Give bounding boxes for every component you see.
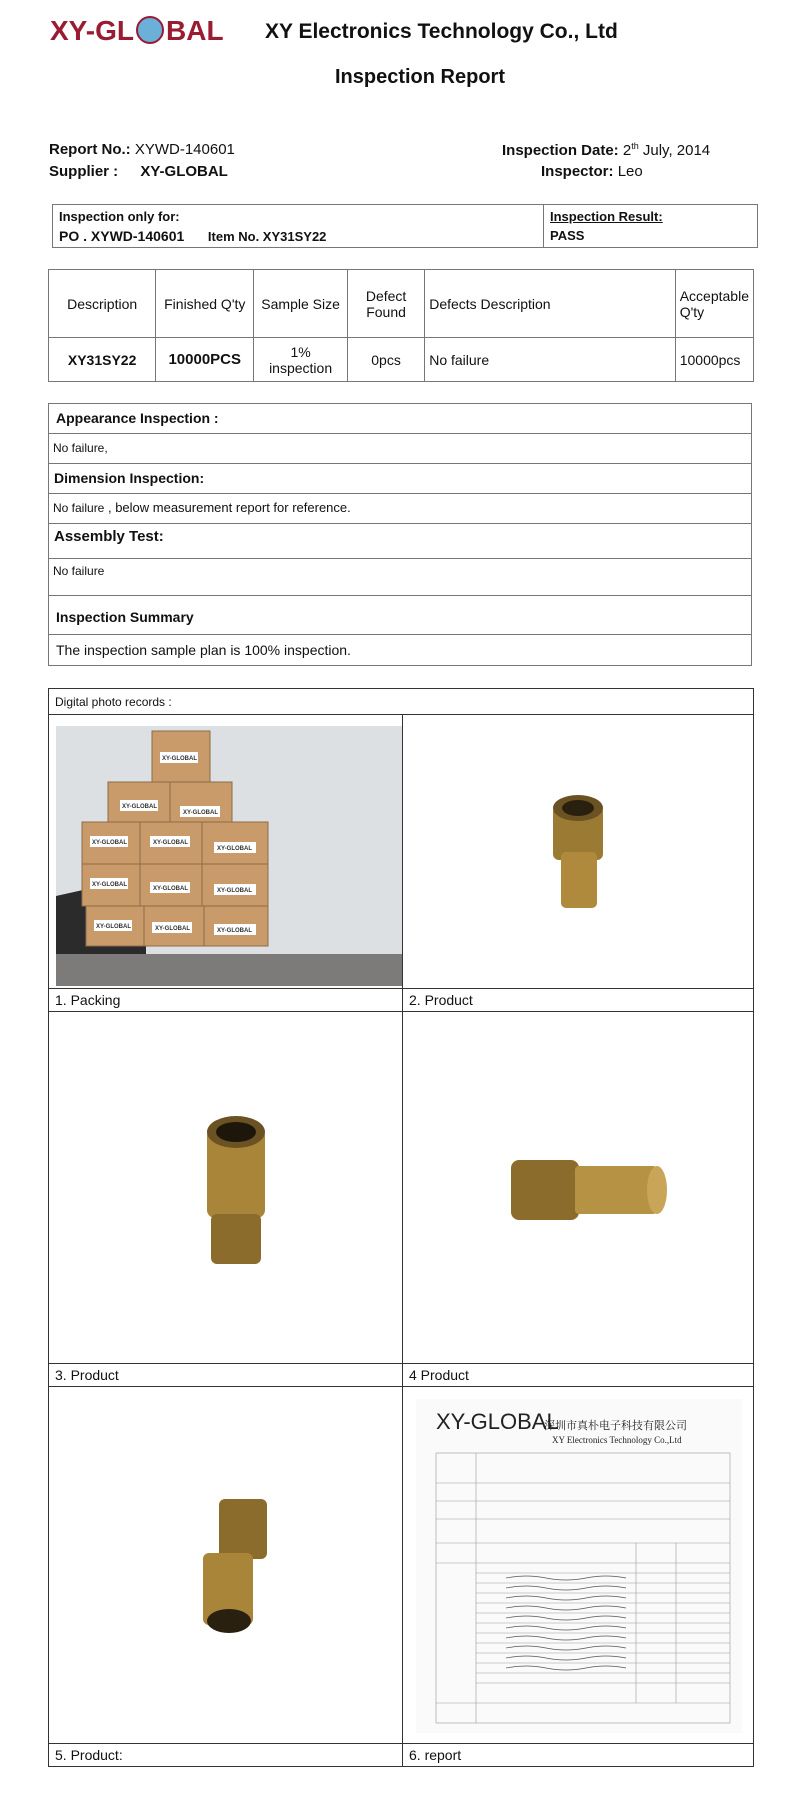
report-company-cn: 深圳市真朴电子科技有限公司 xyxy=(544,1418,687,1432)
cell-acceptable-qty: 10000pcs xyxy=(675,338,753,382)
col-description: Description xyxy=(49,270,156,338)
photo-product-2 xyxy=(403,715,754,989)
col-defects-description: Defects Description xyxy=(425,270,676,338)
box-label-2: XY-GLOBAL xyxy=(122,803,158,810)
caption-6: 6. report xyxy=(403,1744,754,1767)
summary-text: The inspection sample plan is 100% inspection. xyxy=(48,634,752,666)
inspector-value: Leo xyxy=(617,163,643,180)
box-label-1: XY-GLOBAL xyxy=(162,755,198,762)
supplier-label: Supplier : xyxy=(49,163,119,180)
photo-records-label: Digital photo records : xyxy=(49,689,754,715)
scope-box xyxy=(52,204,758,248)
appearance-title: Appearance Inspection : xyxy=(48,403,752,434)
box-label-11: XY-GLOBAL xyxy=(155,925,191,932)
box-label-9: XY-GLOBAL xyxy=(217,887,253,894)
col-sample-size: Sample Size xyxy=(254,270,348,338)
photo-records xyxy=(48,688,754,1767)
report-image xyxy=(406,1393,750,1738)
product-image-3 xyxy=(53,1018,399,1358)
packing-image xyxy=(56,726,402,986)
inspection-date xyxy=(502,141,710,159)
svg-text:XY-GL: XY-GL xyxy=(50,15,135,46)
photo-report xyxy=(403,1387,754,1744)
col-finished-qty: Finished Q'ty xyxy=(156,270,254,338)
photo-packing xyxy=(49,715,403,989)
box-label-4: XY-GLOBAL xyxy=(92,839,128,846)
caption-5: 5. Product: xyxy=(49,1744,403,1767)
dimension-title: Dimension Inspection: xyxy=(48,463,752,494)
date-rest: July, 2014 xyxy=(638,142,711,159)
caption-1: 1. Packing xyxy=(49,989,403,1012)
inspector-label: Inspector: xyxy=(541,163,614,180)
page-title: Inspection Report xyxy=(334,66,505,88)
assembly-title: Assembly Test: xyxy=(48,523,752,559)
company-name: XY Electronics Technology Co., Ltd xyxy=(265,20,618,43)
scope-label: Inspection only for: xyxy=(59,209,180,224)
report-company-en: XY Electronics Technology Co.,Ltd xyxy=(552,1434,682,1445)
caption-2: 2. Product xyxy=(403,989,754,1012)
appearance-text: No failure, xyxy=(48,433,752,464)
box-label-8: XY-GLOBAL xyxy=(153,885,189,892)
box-label-3: XY-GLOBAL xyxy=(183,809,219,816)
box-label-12: XY-GLOBAL xyxy=(217,927,253,934)
inspection-table xyxy=(48,269,754,382)
caption-3: 3. Product xyxy=(49,1364,403,1387)
box-label-5: XY-GLOBAL xyxy=(153,839,189,846)
box-label-7: XY-GLOBAL xyxy=(92,881,128,888)
box-label-6: XY-GLOBAL xyxy=(217,845,253,852)
summary-title: Inspection Summary xyxy=(48,595,752,635)
company-logo xyxy=(50,12,255,48)
dimension-text-a: No failure xyxy=(53,501,105,515)
product-image-2 xyxy=(405,722,751,982)
supplier-value: XY-GLOBAL xyxy=(140,163,228,180)
col-defect-found: Defect Found xyxy=(347,270,424,338)
col-acceptable-qty: Acceptable Q'ty xyxy=(675,270,753,338)
report-no-label: Report No.: xyxy=(49,141,131,158)
dimension-text xyxy=(48,493,752,524)
report-no xyxy=(49,141,235,158)
dimension-text-b: , below measurement report for reference. xyxy=(104,500,351,515)
date-day: 2 xyxy=(622,142,632,159)
product-image-5 xyxy=(53,1393,399,1738)
photo-product-4 xyxy=(403,1012,754,1364)
report-no-value: XYWD-140601 xyxy=(134,141,235,158)
cell-finished-qty: 10000PCS xyxy=(156,338,254,382)
po-number: PO . XYWD-140601 xyxy=(59,228,185,244)
date-label: Inspection Date: xyxy=(502,142,619,159)
svg-text:BAL: BAL xyxy=(166,15,224,46)
product-image-4 xyxy=(405,1018,751,1358)
caption-4: 4 Product xyxy=(403,1364,754,1387)
report-logo: XY-GLOBAL xyxy=(436,1408,559,1434)
cell-defect-found: 0pcs xyxy=(347,338,424,382)
date-sup: th xyxy=(631,141,639,151)
photo-product-5 xyxy=(49,1387,403,1744)
supplier xyxy=(49,163,228,180)
photo-product-3 xyxy=(49,1012,403,1364)
cell-description: XY31SY22 xyxy=(49,338,156,382)
cell-defects-description: No failure xyxy=(425,338,676,382)
result-label: Inspection Result: xyxy=(550,209,663,224)
cell-sample-size: 1% inspection xyxy=(254,338,348,382)
item-number: Item No. XY31SY22 xyxy=(207,229,327,244)
assembly-text: No failure xyxy=(48,558,752,596)
inspector xyxy=(541,163,643,180)
result-value: PASS xyxy=(550,228,585,243)
box-label-10: XY-GLOBAL xyxy=(96,923,132,930)
